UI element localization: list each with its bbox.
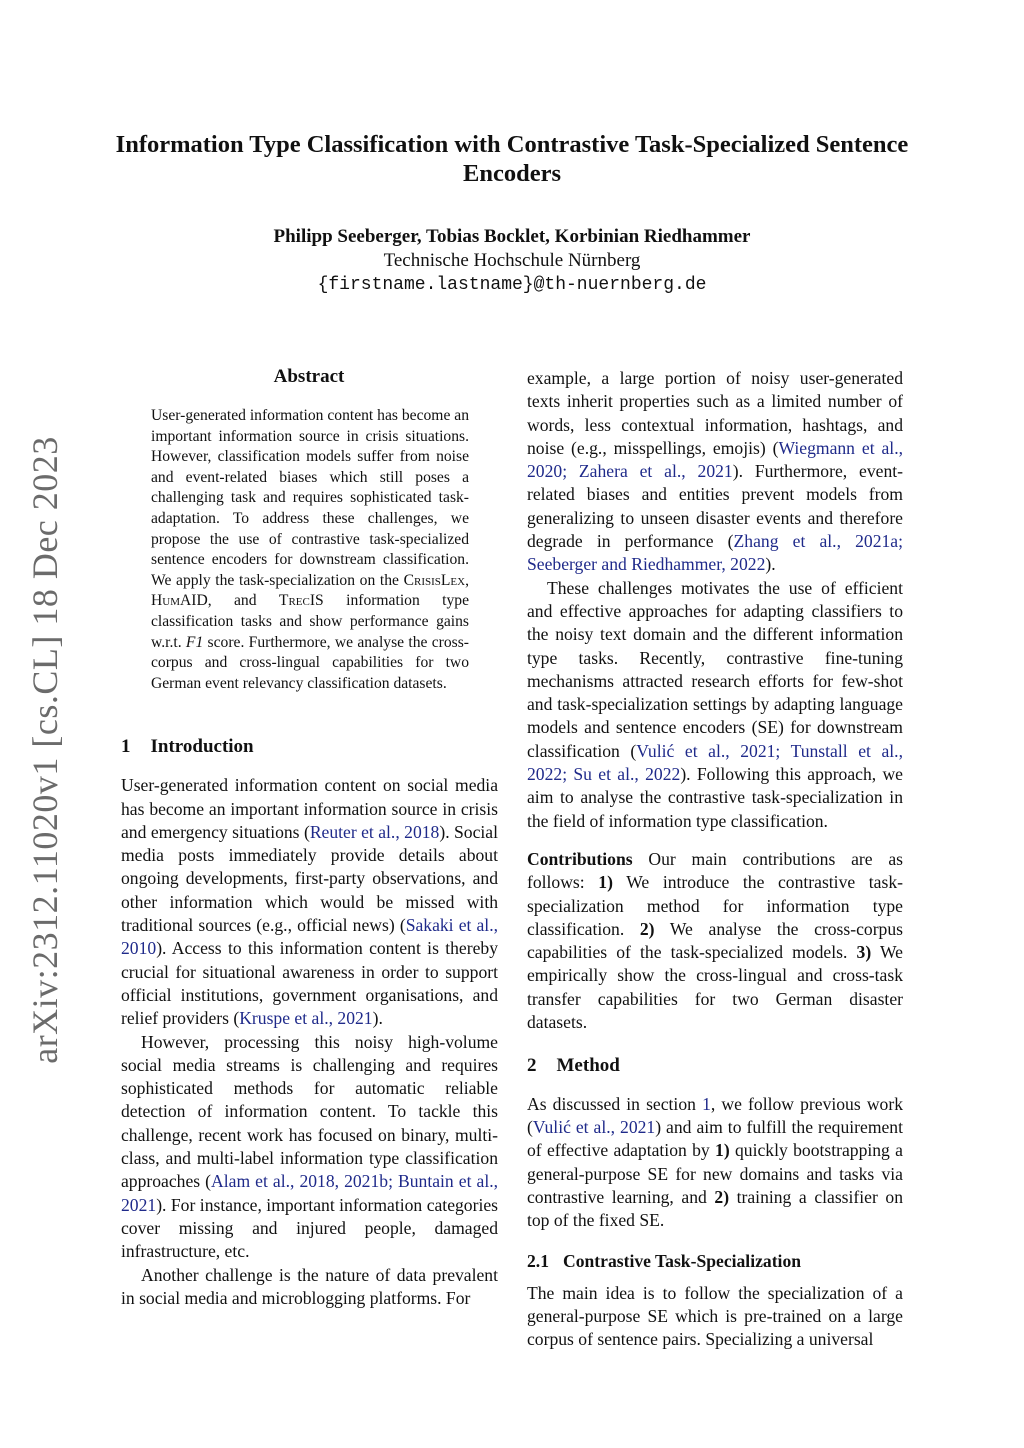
metric-f1: F1 (185, 633, 204, 651)
citation-zhang-seeberger[interactable]: Zhang et al., 2021a; Seeberger and Riedhammer, 2022 (527, 531, 903, 575)
right-column (527, 367, 903, 1352)
paper-title: Information Type Classification with Contrastive Task-Specialized Sentence Encoders (115, 131, 909, 187)
dataset-humaid: HumAID (151, 592, 208, 610)
intro-paragraph-2: However, processing this noisy high-volume social media streams is challenging and requires sophisticated methods for automatic reliable detection of information content. To tackle this challenge, recent work has focused on binary, multi-class, and multi-label information type classification approaches (Alam et al., 2018, 2021b; Buntain et al., 2021). For instance, important information categories cover missing and injured people, damaged infrastructure, etc. (121, 1031, 499, 1262)
subsection-heading: 2.1 Contrastive Task-Specialization (527, 1251, 802, 1272)
contributions-paragraph: Contributions Our main contributions are as follows: 1) We introduce the contrastive task-specialization method for information type classification. 2) We analyse the cross-corpus capabilities of the task-specialized models. 3) We empirically show the cross-lingual and cross-task transfer capabilities for two German disaster datasets. (527, 848, 903, 1033)
citation-alam-buntain[interactable]: Alam et al., 2018, 2021b; Buntain et al., 2021 (121, 1171, 499, 1215)
subsection-paragraph-1: The main idea is to follow the specialization of a general-purpose SE which is pre-trained on a large corpus of sentence pairs. Specializing a universal (527, 1282, 903, 1350)
contributions-label: Contributions (527, 848, 633, 869)
author-list: Philipp Seeberger, Tobias Bocklet, Korbinian Riedhammer (273, 226, 751, 247)
citation-kruspe[interactable]: Kruspe et al., 2021 (239, 1008, 373, 1029)
affiliation: Technische Hochschule Nürnberg (383, 250, 641, 271)
citation-vulic[interactable]: Vulić et al., 2021 (532, 1116, 656, 1137)
intro-paragraph-1: User-generated information content on social media has become an important information source in crisis and emergency situations (Reuter et al., 2018). Social media posts immediately provide details about ongoing developments, first-party observations, and other information which would be missed with traditional sources (e.g., official news) (Sakaki et al., 2010). Access to this information content is thereby crucial for situational awareness in order to support official institutions, government organisations, and relief providers (Kruspe et al., 2021). (121, 775, 498, 1029)
abstract-text: User-generated information content has become an important information source in crisis situations. However, classification models suffer from noise and event-related biases which still poses a challenging task and requires sophisticated task-adaptation. To address these challenges, we propose the use of contrastive task-specialized sentence encoders for downstream classification. We apply the task-specialization on the CrisisLex, HumAID, and TrecIS information type classification tasks and show performance gains w.r.t. F1 score. Furthermore, we analyse the cross-corpus and cross-lingual capabilities for two German event relevancy classification datasets. (151, 407, 469, 692)
abstract-heading: Abstract (273, 366, 345, 387)
section-ref-link[interactable]: 1 (702, 1093, 711, 1114)
citation-wiegmann-zahera[interactable]: Wiegmann et al., 2020; Zahera et al., 2021 (527, 437, 903, 482)
citation-reuter[interactable]: Reuter et al., 2018 (309, 821, 440, 842)
dataset-trecis: TrecIS (278, 592, 324, 610)
arxiv-stamp-text: arXiv:2312.11020v1 [cs.CL] 18 Dec 2023 (25, 436, 65, 1064)
arxiv-stamp (10, 436, 80, 1064)
left-column (121, 735, 498, 1310)
section-intro-heading: 1 Introduction (121, 736, 254, 757)
citation-vulic-tunstall-su[interactable]: Vulić et al., 2021; Tunstall et al., 2022; Su et al., 2022 (527, 740, 903, 785)
method-paragraph-1: As discussed in section 1, we follow previous work (Vulić et al., 2021) and aim to fulfill the requirement of effective adaptation by 1) quickly bootstrapping a general-purpose SE for new domains and tasks via contrastive learning, and 2) training a classifier on top of the fixed SE. (527, 1093, 904, 1231)
intro-paragraph-4: These challenges motivates the use of efficient and effective approaches for adapting classifiers to the noisy text domain and the different information type tasks. Recently, contrastive fine-tuning mechanisms attracted research efforts for few-shot and task-specialization settings by adapting language models and sentence encoders (SE) for downstream classification (Vulić et al., 2021; Tunstall et al., 2022; Su et al., 2022). Following this approach, we aim to analyse the contrastive task-specialization in the field of information type classification. (527, 577, 903, 831)
intro-paragraph-3: Another challenge is the nature of data prevalent in social media and microblogging platforms. For (121, 1264, 498, 1308)
dataset-crisislex: CrisisLex (403, 571, 466, 589)
citation-sakaki[interactable]: Sakaki et al., 2010 (121, 915, 498, 959)
intro-paragraph-3-cont: example, a large portion of noisy user-generated texts inherit properties such as a limited number of words, less contextual information, hashtags, and noise (e.g., misspellings, emojis) (Wiegmann et al., 2020; Zahera et al., 2021). Furthermore, event-related biases and entities prevent models from generalizing to unseen disaster events and therefore degrade in performance (Zhang et al., 2021a; Seeberger and Riedhammer, 2022). (527, 368, 903, 575)
author-email: {firstname.lastname}@th-nuernberg.de (317, 275, 707, 295)
section-method-heading: 2 Method (527, 1055, 620, 1077)
